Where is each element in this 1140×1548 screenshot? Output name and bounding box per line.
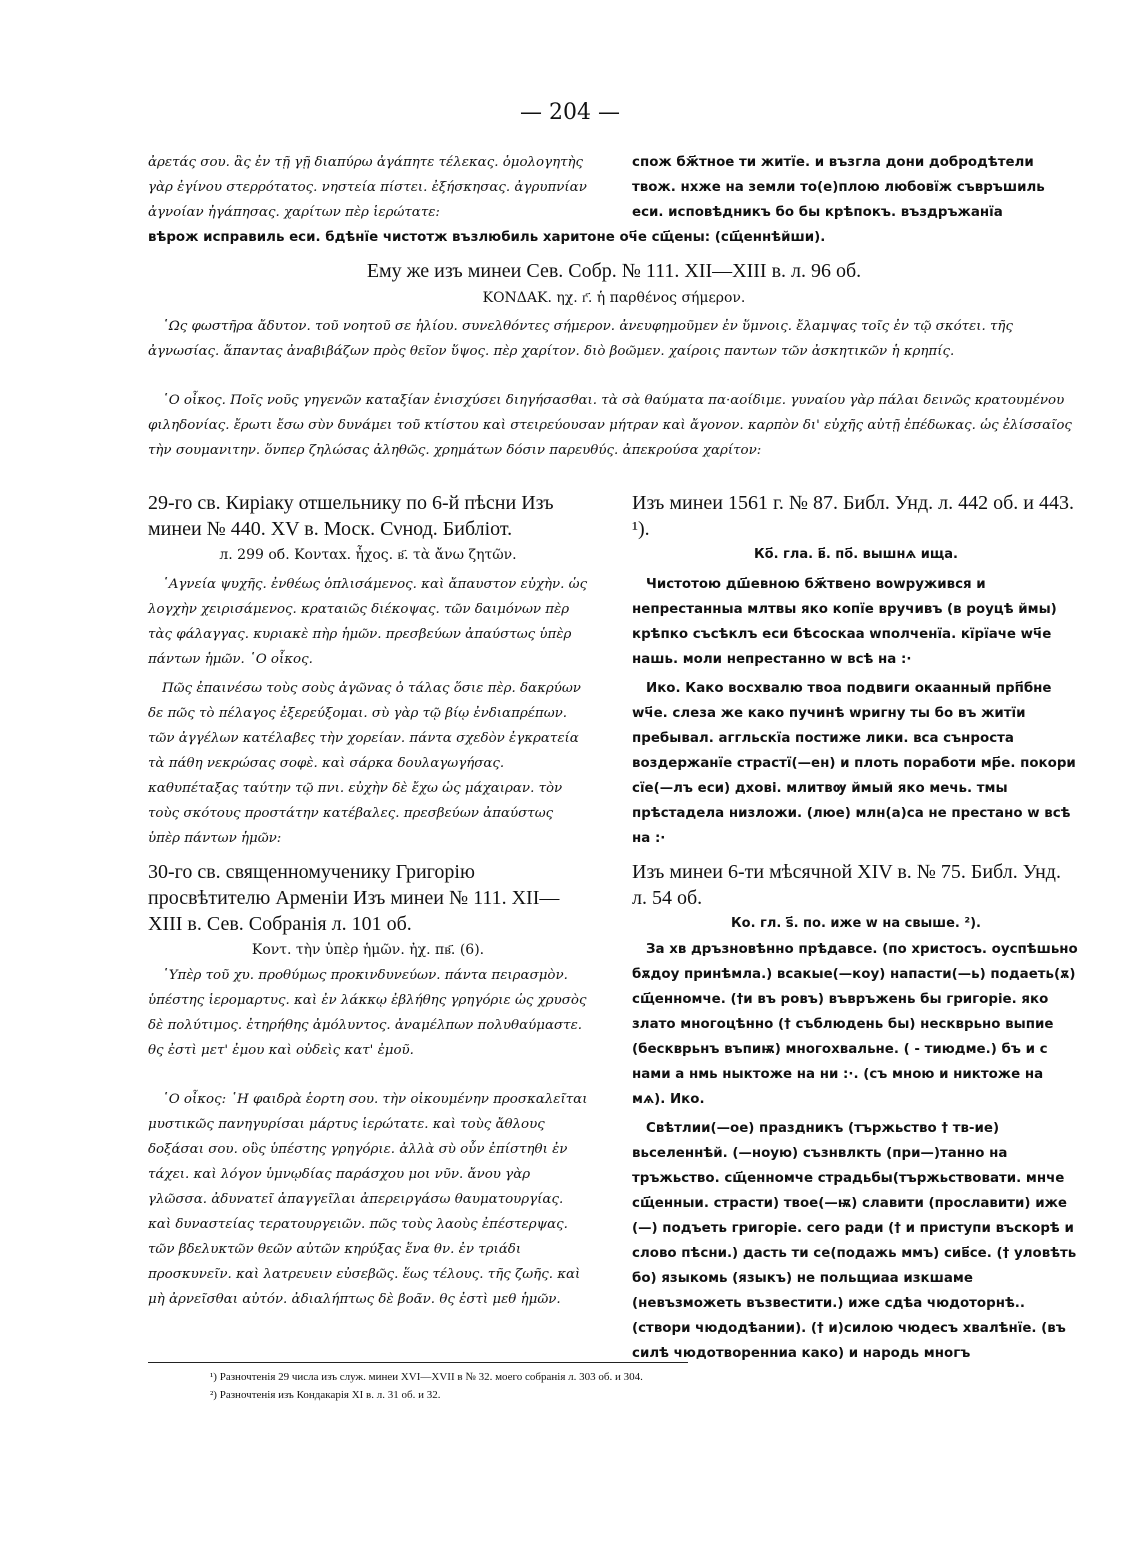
top-full-line: вѣрож исправиль еси. бдѣнїе чистотж възлюбиль харитоне оч҃е сщ҃ены: (сщ҃еннѣйши).	[148, 230, 826, 245]
left-heading-kiriak-sub: л. 299 об. Κονταx. ἦχος. в҃. τὰ ἄνω ζητῶν.	[219, 547, 517, 563]
oikos-paragraph: ῾Ο οἶκος. Ποῖς νοῦς γηγενῶν καταξίαν ἐνισχύσει διηγήσασθαι. τὰ σὰ θαύματα πα·αοίδιμε. γυναίου γὰρ πάλαι δεινῶς κρατουμένου φιληδονίας. ἔρωτι ἔσω σὺν δυνάμει τοῦ κτίστου καὶ στειρεύουσαν μήτραν καὶ ἄγονον. καρπὸν δι' εὐχῆς αὐτῇ ἐπέδωκας. ὡς ἐλίσσαῖος τὴν σουμανιτην. ὅνπερ ζηλώσας ἀληθῶς. χρημάτων δόσιν παρευθύς. ἀπεκρούσα χαρίτον:	[148, 393, 1072, 458]
left-grigory-kontak: ῾Υπὲρ τοῦ χυ. προθύμως προκινδυνεύων. πάντα πειρασμὸν. ὑπέστης ἱερομαρτυς. καὶ ἐν λάκκῳ ἐβλήθης γρηγόριε ὡς χρυσὸς δὲ πολύτιμος. ἐτηρήθης ἀμόλυντος. ἀναμέλπων πολυθαύμαστε. θς ἐστὶ μετ' ἐμου καὶ οὐδεὶς κατ' ἐμοῦ.	[148, 968, 587, 1058]
right-heading-1561-sub: Ко҃. гла. в҃. по҃. вышнѧ ища.	[754, 547, 958, 562]
top-right-slavonic: спож бж҃тное ти житїе. и възгла дони добродѣтели твож. нхже на земли то(е)плою любовїж съвръшиль еси. исповѣдникъ бо бы крѣпокъ. въздръжанїа	[632, 155, 1045, 220]
left-oikos-text: Πῶς ἐπαινέσω τοὺς σοὺς ἀγῶνας ὁ τάλας ὅσιε πὲρ. δακρύων δε πῶς τὸ πέλαγος ἐξερεύξομαι. σὺ γὰρ τῷ βίῳ ἐνδιαπρέπων. τῶν ἀγγέλων κατέλαβες τὴν χορείαν. πάντα σχεδὸν ἐγκρατεία τὰ πάθη νεκρώσας σοφὲ. καὶ σάρκα δουλαγωγήσας. καθυπέταξας ταύτην τῷ πνι. εὐχὴν δὲ ἔχω ὡς μάχαιραν. τὸν τοὺς σκότους προστάτην κατέβαλες. πρεσβεύων ἀπαύστως ὑπὲρ πάντων ἡμῶν:	[148, 681, 581, 846]
right-heading-75: Изъ минеи 6-ти мѣсячной XIV в. № 75. Библ. Унд. л. 54 об.	[632, 861, 1061, 909]
heading-kondak-sub: ΚΟΝΔΑΚ. ηχ. г҃. ἡ παρθένος σήμερον.	[482, 290, 746, 306]
left-heading-grigory-sub: Κοντ. τὴν ὑπὲρ ἡμῶν. ἠχ. пв҃. (6).	[251, 942, 485, 958]
left-grigory-oikos: ῾Ο οἶκος: ῾Η φαιδρὰ ἑορτη σου. τὴν οἰκουμένην προσκαλεῖται μυστικῶς πανηγυρίσαι μάρτυς ἱερώτατε. καὶ τοὺς ἄθλους δοξάσαι σου. οὓς ὑπέστης γρηγόριε. ἀλλὰ σὺ οὖν ἐπίστηθι ἐν τάχει. καὶ λόγον ὑμνῳδίας παράσχου μοι νῦν. ἄνου γὰρ γλῶσσα. ἀδυνατεῖ ἀπαγγεῖλαι ἀπερειργάσω θαυματουργίας. καὶ δυναστείας τερατουργειῶν. πῶς τοὺς λαοὺς ἐπέστερψας. τῶν βδελυκτῶν θεῶν αὐτῶν κηρύξας ἕνα θν. ἐν τριάδι προσκυνεῖν. καὶ λατρευειν εὐσεβῶς. ἕως τέλους. τῆς ζωῆς. καὶ μὴ ἀρνεῖσθαι αὐτόν. ἀδιαλήπτως δὲ βοᾶν. θς ἐστὶ μεθ ἡμῶν.	[148, 1092, 588, 1307]
right-ikos-text: Ико. Како восхвалю твоа подвиги окаанный прп҃бне wч҃е. слеза же како пучинѣ wригну ты бо въ житїи пребывал. аггльскїа постиже лики. вса сънроста воздержанїе страстї(—ен) и плоть поработи мр҃е. покори сїе(—лъ еси) дхові. млитвѹ ймый яко мечь. тмы прѣстадела низложи. (люе) млн(а)са не престано w всѣ на :·	[632, 681, 1076, 846]
left-heading-kiriak: 29-го св. Кирiаку отшельнику по 6-й пѣсни Изъ минеи № 440. XV в. Моск. Сνнод. Библiот.	[148, 492, 554, 540]
right-kondak-text: Чистотою дш҃евною бж҃твено воwружився и непрестанныа млтвы яко копїе вручивъ (в роуцѣ ймы) крѣпко съсѣклъ еси бѣсоскаа wполченїа. кїрїаче wч҃е нашь. моли непрестанно w всѣ на :·	[632, 577, 1057, 667]
kondak-paragraph: ῾Ως φωστῆρα ἄδυτον. τοῦ νοητοῦ σε ἡλίου. συνελθόντες σήμερον. ἀνευφημοῦμεν ἐν ὕμνοις. ἔλαμψας τοῖς ἐν τῷ σκότει. τῆς ἀγνωσίας. ἅπαντας ἀναβιβάζων πρὸς θεῖον ὕψος. πὲρ χαρίτον. διὸ βοῶμεν. χαίροις παντων τῶν ἀσκητικῶν ἡ κρηπίς.	[148, 319, 1013, 359]
right-grigory-kondak: За хв дръзновѣнно прѣдавсе. (по христосъ. оуспѣшьно бѫдоу принѣмла.) всакые(—коу) напасти(—ь) подаеть(ѫ) сщ҃енномче. (†и въ ровъ) въвръжень бы григоріе. яко злато многоцѣнно († съблюдень бы) нескврьно выпие (бескврьнъ въпиѭ) многохвальне. ( - тиюдме.) бъ и с нами а нмь ныктоже на ни :·. (съ мною и никтоже на мѧ). Ико.	[632, 942, 1078, 1107]
footnote-rule	[148, 1362, 688, 1363]
right-column	[632, 490, 1080, 1366]
left-column	[148, 490, 588, 1312]
footnote-1: ¹) Разночтенiя 29 числа изъ служ. минеи XVI—XVII в № 32. моего собранiя л. 303 об. и 304.	[210, 1371, 643, 1383]
left-kontak-text: ῾Αγνεία ψυχῆς. ἐνθέως ὁπλισάμενος. καὶ ἄπαυστον εὐχὴν. ὡς λογχὴν χειρισάμενος. κραταιῶς διέκοψας. τῶν δαιμόνων πὲρ τὰς φάλαγγας. κυριακὲ πὴρ ἡμῶν. πρεσβεύων ἀπαύστως ὑπὲρ πάντων ἡμῶν. ῾Ο οἶκος.	[148, 577, 588, 667]
right-heading-75-sub: Ко. гл. s҃. по. иже w на свыше. ²).	[731, 916, 981, 931]
footnote-2: ²) Разночтенiя изъ Кондакарiя XI в. л. 31 об. и 32.	[210, 1389, 441, 1401]
page-number: — 204 —	[520, 100, 620, 125]
top-left-greek: ἀρετάς σου. ἃς ἐν τῇ γῇ διαπύρω ἀγάπητε τέλεκας. ὁμολογητὴς γὰρ ἐγίνου στερρότατος. νηστεία πίστει. ἐξήσκησας. ἀγρυπνίαν ἀγνοίαν ἠγάπησας. χαρίτων πὲρ ἱερώτατε:	[148, 155, 587, 220]
left-heading-grigory: 30-го св. священномученику Григорiю просвѣтителю Арменiи Изъ минеи № 111. XII—XIII в. Сев. Собранiя л. 101 об.	[148, 861, 560, 935]
right-heading-1561: Изъ минеи 1561 г. № 87. Библ. Унд. л. 442 об. и 443. ¹).	[632, 492, 1075, 540]
right-grigory-ikos: Свѣтлии(—ое) праздникъ (тържьство † тв-ие) вьселеннѣй. (—ноую) съзнвлкть (при—)танно на тръжьство. сщ҃енномче страдьбы(тържьствовати. мнче сщ҃енныи. страсти) твое(—ѭ) славити (прославити) иже (—) подъеть григоріе. сего ради († и приступи въскорѣ и слово пѣсни.) дасть ти се(подажь ммъ) сив҃се. († уловѣть бо) языкомь (языкъ) не польщиаа изкшаме (невъзможеть възвестити.) иже сдѣа чюдоторнѣ.. (створи чюдодѣании). († и)силою чюдесъ хвалѣнїе. (въ силѣ чюдотворенниа како) и народь многъ	[632, 1121, 1077, 1361]
heading-minea-111: Ему же изъ минеи Сев. Собр. № 111. XII—XIII в. л. 96 об.	[366, 260, 862, 282]
